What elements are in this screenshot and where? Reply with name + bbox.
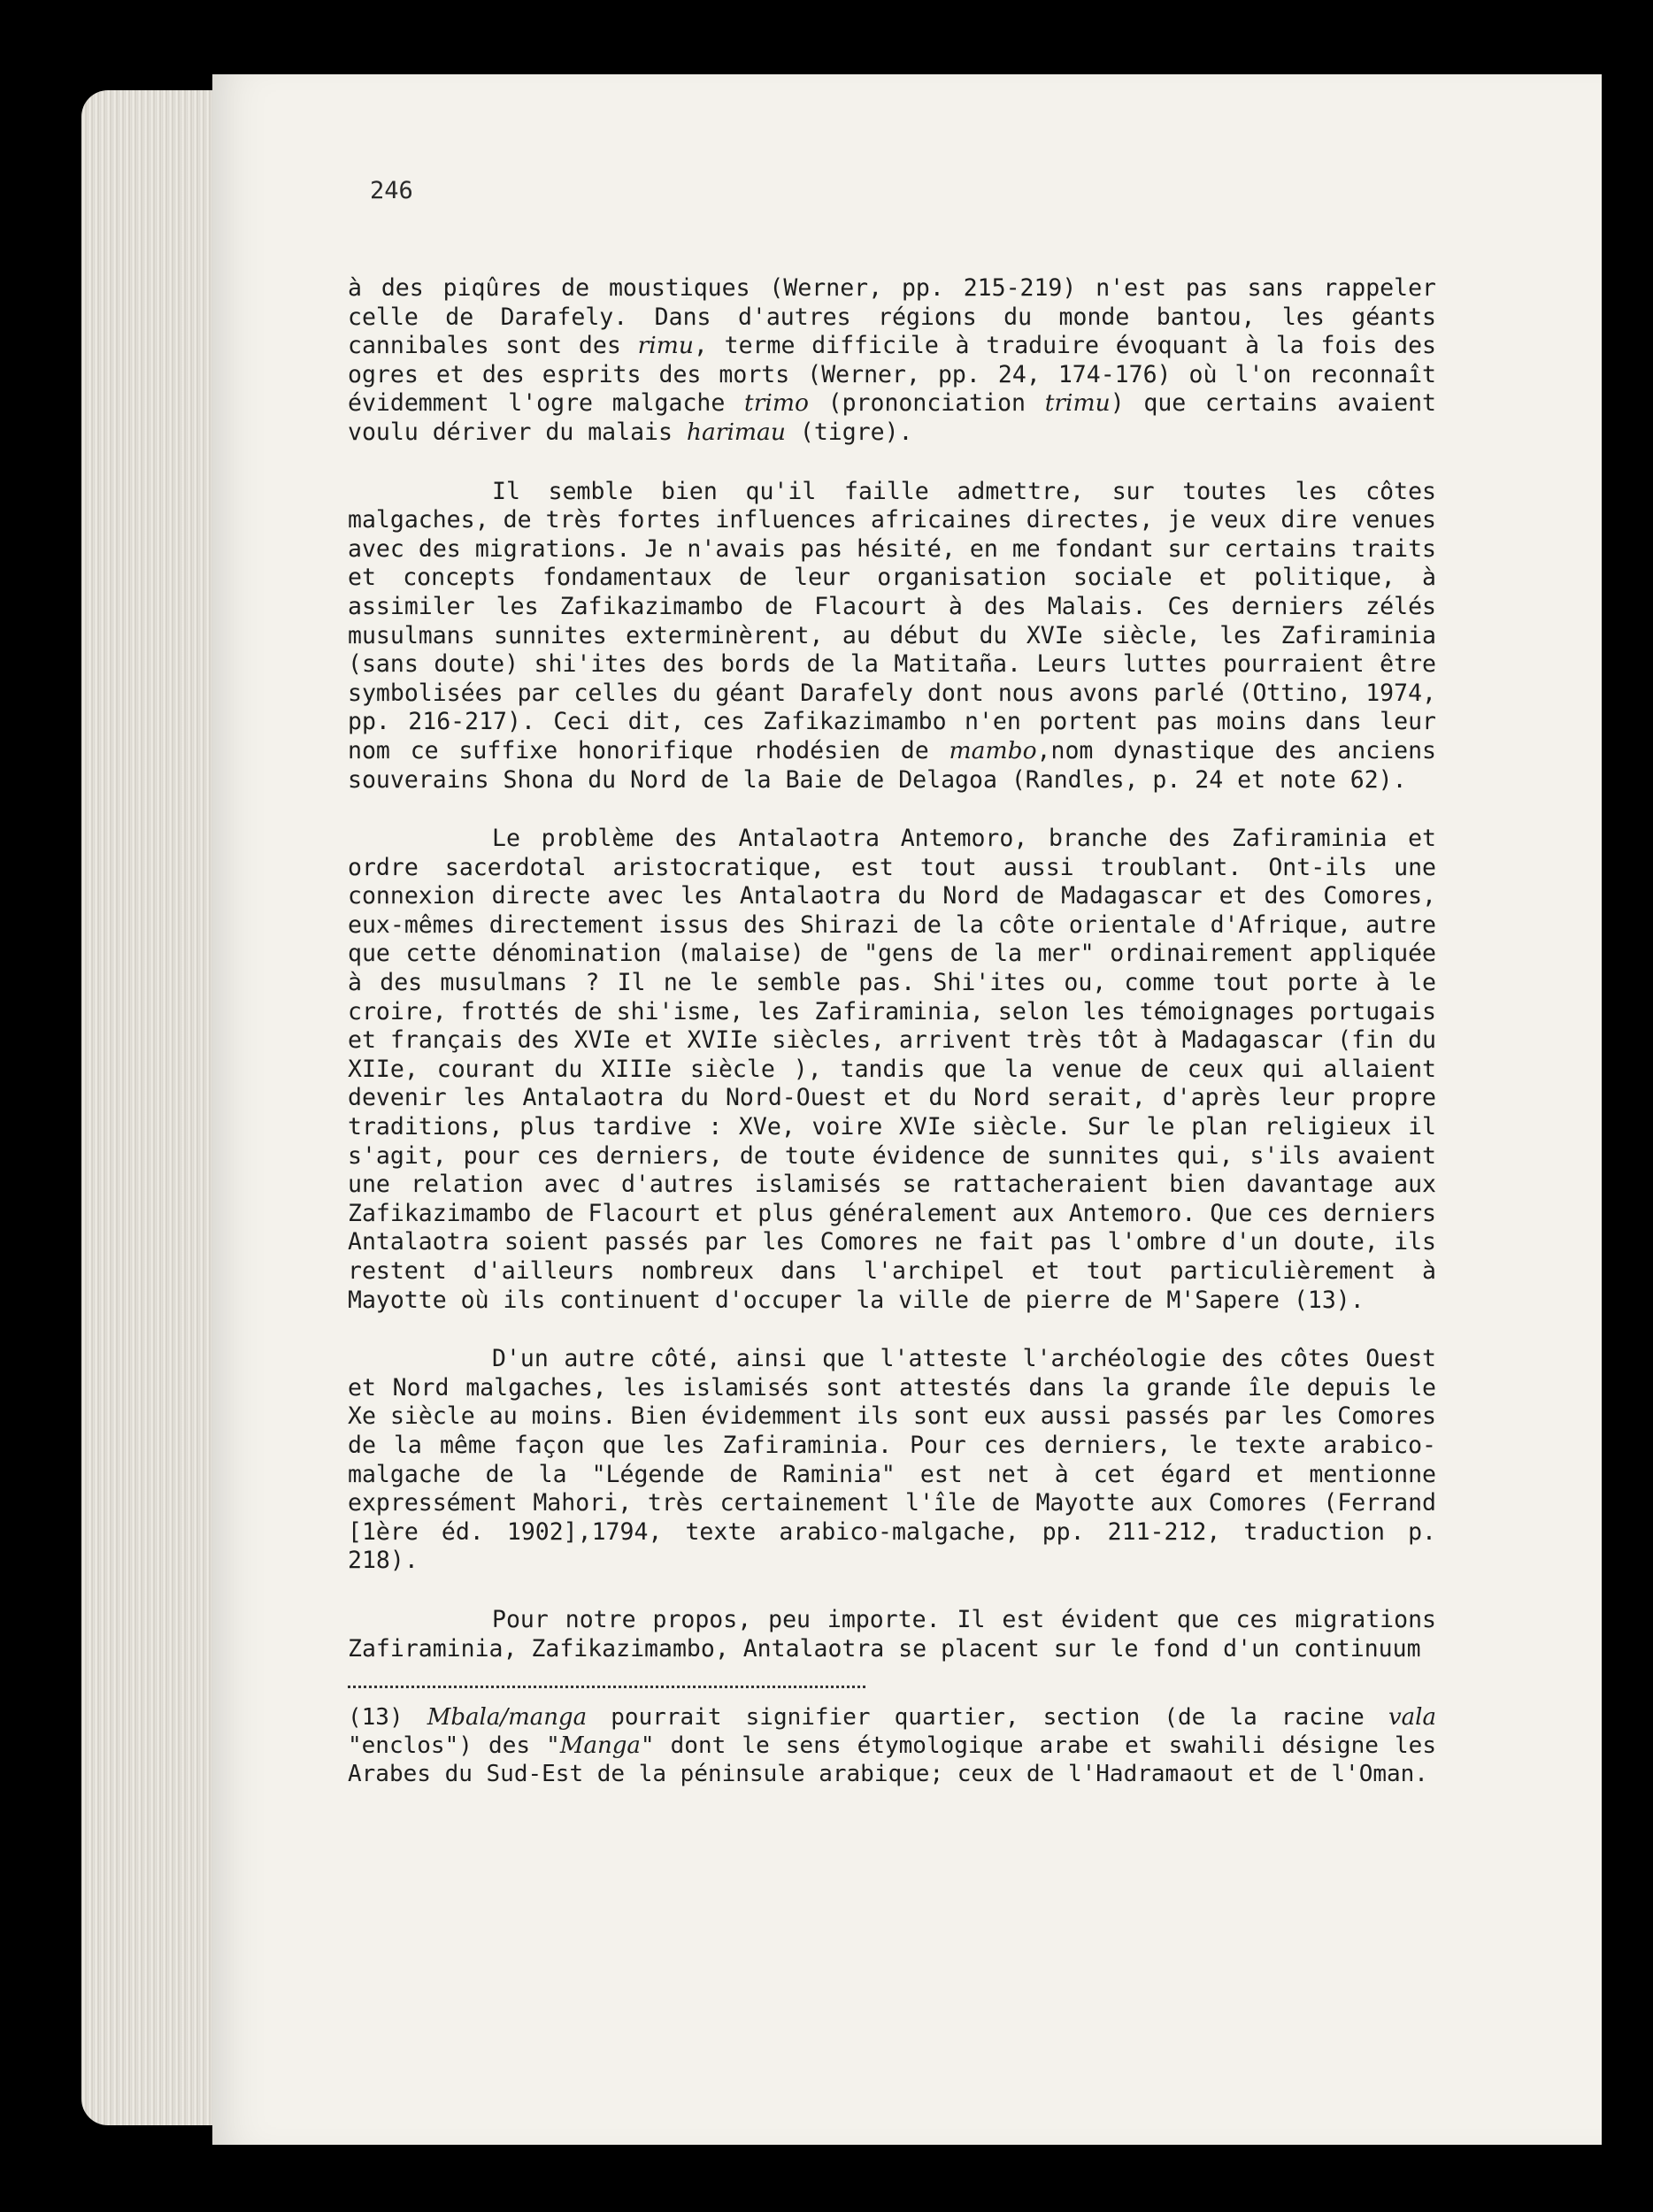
paragraph: Il semble bien qu'il faille admettre, sur toutes les côtes malgaches, de très fortes influences africaines directes, je veux dire venues avec des migrations. Je n'avais pas hésité, en me fondant sur certains traits et concepts fondamentaux de leur organisation sociale et politique, à assimiler les Zafikazimambo de Flacourt à des Malais. Ces derniers zélés musulmans sunnites exterminèrent, au début du XVIe siècle, les Zafiraminia (sans doute) shi'ites des bords de la Matitaña. Leurs luttes pourraient être symbolisées par celles du géant Darafely dont nous avons parlé (Ottino, 1974, pp. 216-217). Ceci dit, ces Zafikazimambo n'en portent pas moins dans leur nom ce suffixe honorifique rhodésien de mambo,nom dynastique des anciens souverains Shona du Nord de la Baie de Delagoa (Randles, p. 24 et note 62).: [348, 477, 1436, 794]
italic-term: Manga: [559, 1732, 641, 1759]
italic-term: harimau: [686, 418, 786, 446]
footnote: (13) Mbala/manga pourrait signifier quartier, section (de la racine vala "enclos") des "Manga" dont le sens étymologique arabe et swahili désigne les Arabes du Sud-Est de la péninsule arabique; ceux de l'Hadramaout et de l'Oman.: [348, 1704, 1436, 1787]
italic-term: rimu: [637, 332, 694, 360]
italic-term: mambo: [949, 736, 1037, 764]
paragraph: à des piqûres de moustiques (Werner, pp. 215-219) n'est pas sans rappeler celle de Darafely. Dans d'autres régions du monde bantou, les géants cannibales sont des rimu, terme difficile à traduire évoquant à la fois des ogres et des esprits des morts (Werner, pp. 24, 174-176) où l'on reconnaît évidemment l'ogre malgache trimo (prononciation trimu) que certains avaient voulu dériver du malais harimau (tigre).: [348, 274, 1436, 446]
italic-term: trimo: [744, 389, 809, 418]
italic-term: trimu: [1044, 389, 1111, 418]
page-number: 246: [370, 177, 413, 204]
paragraph: D'un autre côté, ainsi que l'atteste l'archéologie des côtes Ouest et Nord malgaches, les islamisés sont attestés dans la grande île depuis le Xe siècle au moins. Bien évidemment ils sont eux aussi passés par les Comores de la même façon que les Zafiraminia. Pour ces derniers, le texte arabico-malgache de la "Légende de Raminia" est net à cet égard et mentionne expressément Mahori, très certainement l'île de Mayotte aux Comores (Ferrand [1ère éd. 1902],1794, texte arabico-malgache, pp. 211-212, traduction p. 218).: [348, 1345, 1436, 1575]
paragraph: Le problème des Antalaotra Antemoro, branche des Zafiraminia et ordre sacerdotal aristocratique, est tout aussi troublant. Ont-ils une connexion directe avec les Antalaotra du Nord de Madagascar et des Comores, eux-mêmes directement issus des Shirazi de la côte orientale d'Afrique, autre que cette dénomination (malaise) de "gens de la mer" ordinairement appliquée à des musulmans ? Il ne le semble pas. Shi'ites ou, comme tout porte à le croire, frottés de shi'isme, les Zafiraminia, selon les témoignages portugais et français des XVIe et XVIIe siècles, arrivent très tôt à Madagascar (fin du XIIe, courant du XIIIe siècle ), tandis que la venue de ceux qui allaient devenir les Antalaotra du Nord-Ouest et du Nord serait, d'après leur propre traditions, plus tardive : XVe, voire XVIe siècle. Sur le plan religieux il s'agit, pour ces derniers, de toute évidence de sunnites qui, s'ils avaient une relation avec d'autres islamisés se rattacheraient bien davantage aux Zafikazimambo de Flacourt et plus généralement aux Antemoro. Que ces derniers Antalaotra soient passés par les Comores ne fait pas l'ombre d'un doute, ils restent d'ailleurs nombreux dans l'archipel et tout particulièrement à Mayotte où ils continuent d'occuper la ville de pierre de M'Sapere (13).: [348, 825, 1436, 1314]
italic-term: Mbala/manga: [427, 1704, 588, 1731]
body-text: [348, 274, 1436, 1663]
book-page-edges: [81, 90, 232, 2125]
italic-term: vala: [1388, 1704, 1436, 1731]
paragraph: Pour notre propos, peu importe. Il est évident que ces migrations Zafiraminia, Zafikazimambo, Antalaotra se placent sur le fond d'un continuum: [348, 1605, 1436, 1663]
footnote-separator: [348, 1686, 865, 1688]
